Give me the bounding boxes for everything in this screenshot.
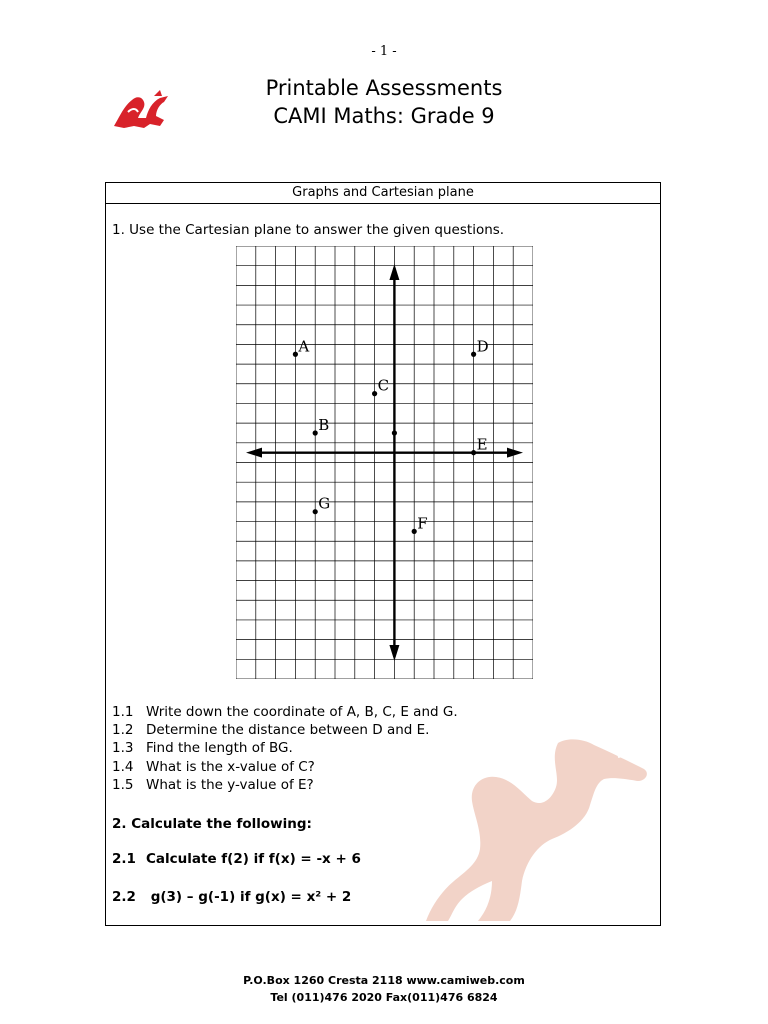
footer-phone: Tel (011)476 2020 Fax(011)476 6824 bbox=[270, 991, 498, 1004]
plotted-points bbox=[293, 337, 489, 534]
point-label-g: G bbox=[318, 494, 331, 513]
subquestion-text: Write down the coordinate of A, B, C, E and G. bbox=[146, 704, 458, 720]
x-axis-arrow-right bbox=[507, 448, 523, 458]
point-a bbox=[293, 352, 298, 357]
grid-lines bbox=[236, 246, 533, 679]
subquestion-text: Calculate f(2) if f(x) = -x + 6 bbox=[146, 851, 361, 867]
y-axis-arrow-up bbox=[389, 264, 399, 280]
point-label-c: C bbox=[377, 376, 390, 395]
subquestion-number: 1.1 bbox=[112, 704, 134, 720]
subquestion-1-3 bbox=[112, 740, 293, 756]
point-g bbox=[313, 509, 318, 514]
x-axis-arrow-left bbox=[246, 448, 262, 458]
point-f bbox=[412, 529, 417, 534]
question-2: 2. Calculate the following: bbox=[112, 816, 312, 832]
document-title-line2: CAMI Maths: Grade 9 bbox=[273, 104, 495, 128]
page-number: - 1 - bbox=[371, 44, 397, 59]
point-label-e: E bbox=[476, 435, 488, 454]
subquestion-text: Determine the distance between D and E. bbox=[146, 722, 430, 738]
point-unlabeled bbox=[392, 430, 397, 435]
point-d bbox=[471, 352, 476, 357]
footer-address: P.O.Box 1260 Cresta 2118 www.camiweb.com bbox=[243, 974, 525, 987]
subquestion-number: 1.5 bbox=[112, 777, 134, 793]
point-b bbox=[313, 430, 318, 435]
question-2-1 bbox=[112, 851, 361, 867]
subquestion-1-5 bbox=[112, 777, 314, 793]
subquestion-text: What is the x-value of C? bbox=[146, 759, 315, 775]
subquestion-number: 2.2 bbox=[112, 889, 136, 905]
subquestion-number: 2.1 bbox=[112, 851, 136, 867]
point-label-b: B bbox=[318, 415, 330, 434]
point-label-d: D bbox=[476, 337, 489, 356]
subquestion-text: Find the length of BG. bbox=[146, 740, 293, 756]
y-axis-arrow-down bbox=[389, 645, 399, 661]
subquestion-1-2 bbox=[112, 722, 429, 738]
subquestion-number: 1.2 bbox=[112, 722, 134, 738]
subquestion-number: 1.3 bbox=[112, 740, 134, 756]
point-e bbox=[471, 450, 476, 455]
question-2-2 bbox=[112, 889, 351, 905]
document-title-line1: Printable Assessments bbox=[265, 76, 503, 100]
subquestion-text: What is the y-value of E? bbox=[146, 777, 314, 793]
question-1: 1. Use the Cartesian plane to answer the given questions. bbox=[112, 222, 505, 238]
point-label-a: A bbox=[298, 337, 310, 356]
subquestion-1-4 bbox=[112, 759, 315, 775]
cartesian-plane bbox=[236, 246, 533, 679]
subquestion-number: 1.4 bbox=[112, 759, 134, 775]
section-heading: Graphs and Cartesian plane bbox=[106, 183, 660, 204]
point-c bbox=[372, 391, 377, 396]
subquestion-1-1 bbox=[112, 704, 458, 720]
subquestion-text: g(3) – g(-1) if g(x) = x² + 2 bbox=[146, 889, 352, 905]
point-label-f: F bbox=[417, 514, 428, 533]
